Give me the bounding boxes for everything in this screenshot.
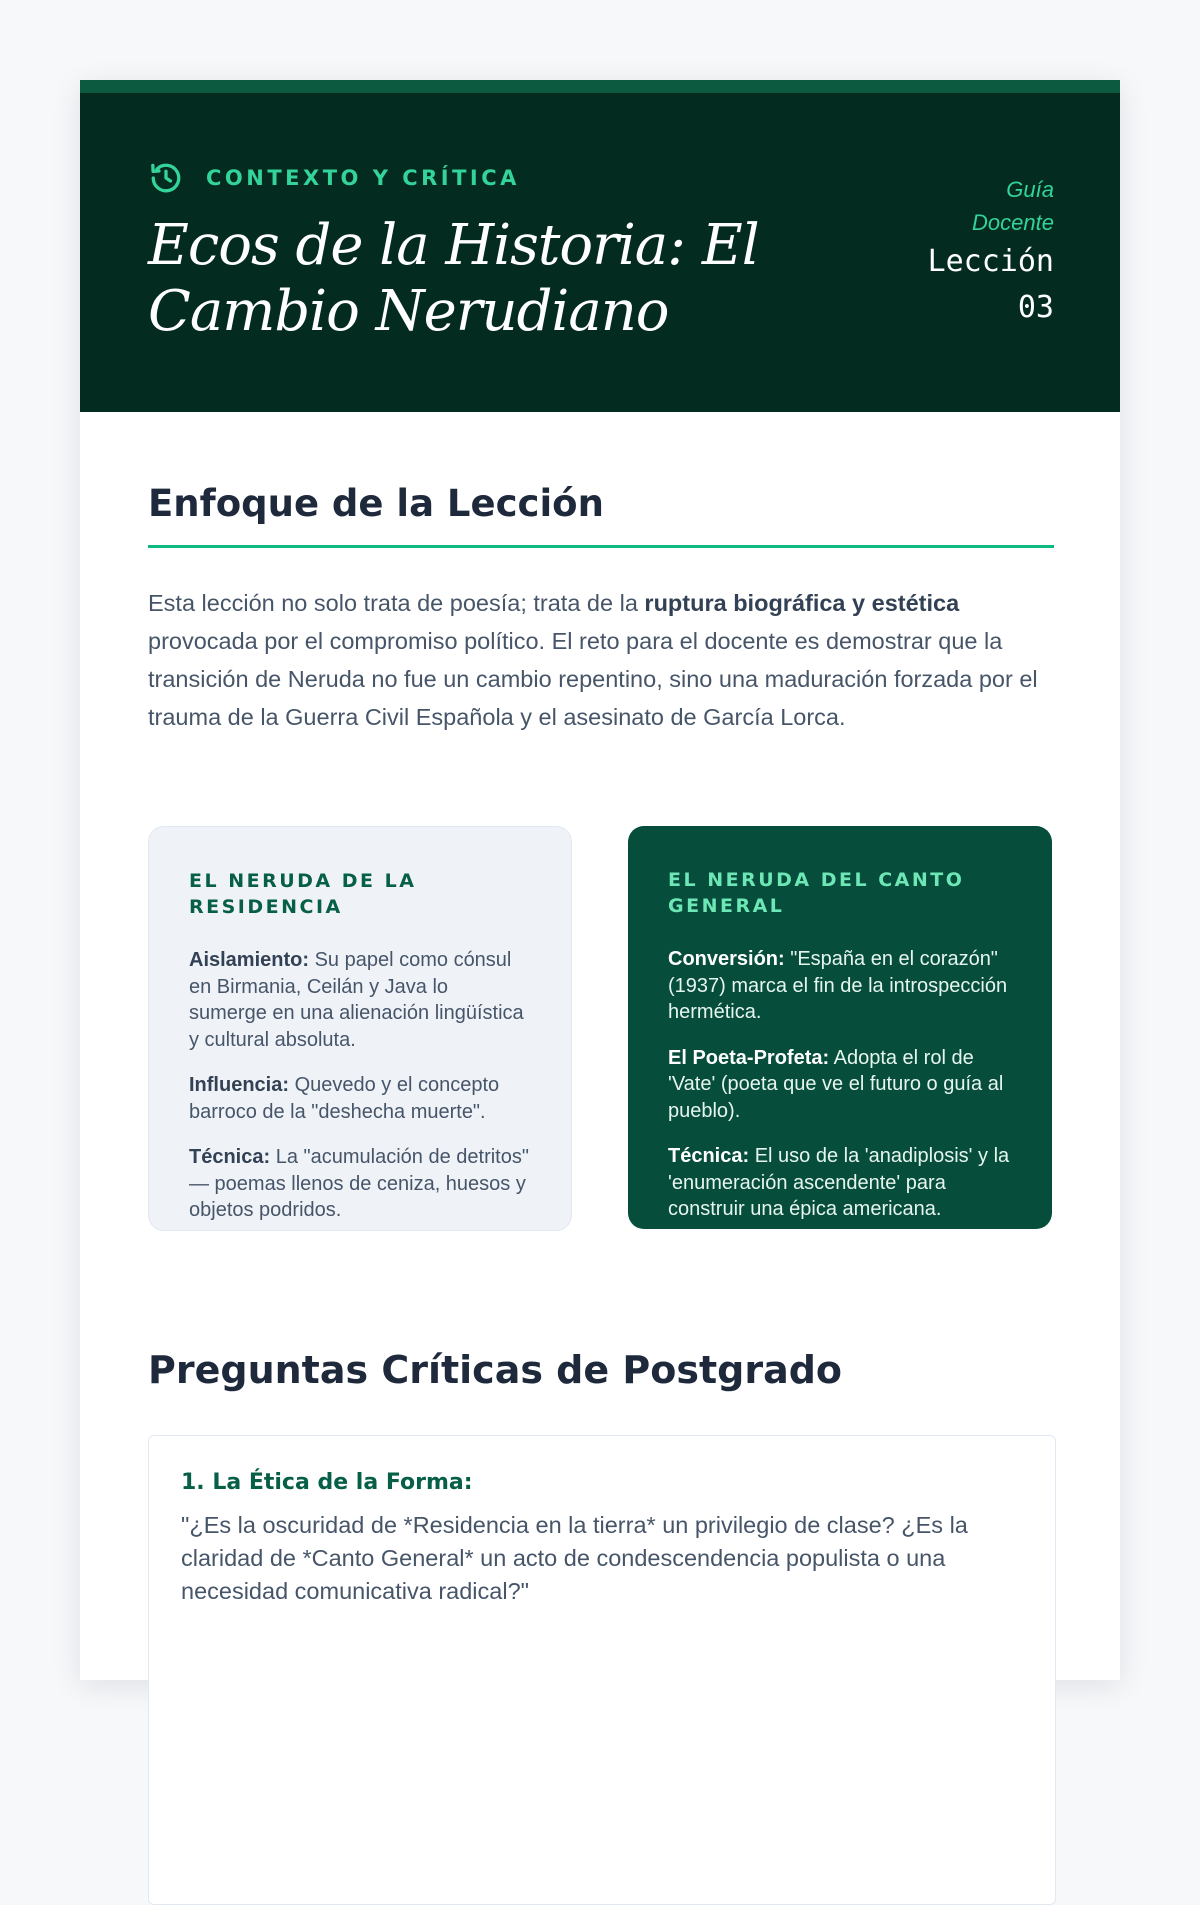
canto-general-panel xyxy=(628,826,1052,1229)
panel-item-text: El uso de la 'anadiplosis' y la 'enumeración ascendente' para construir una épica americana. xyxy=(668,1145,1010,1220)
lesson-number: Lección 03 xyxy=(927,244,1054,325)
panel-title: EL NERUDA DEL CANTO GENERAL xyxy=(668,869,965,917)
panel-item-text: La "acumulación de detritos" — poemas llenos de ceniza, huesos y objetos podridos. xyxy=(189,1146,529,1221)
panel-item-label: Aislamiento: xyxy=(189,949,310,971)
panel-item-label: Conversión: xyxy=(668,948,785,970)
section-divider xyxy=(148,545,1054,548)
question-title: 1. La Ética de la Forma: xyxy=(181,1470,473,1495)
section-heading-focus: Enfoque de la Lección xyxy=(148,482,604,525)
intro-paragraph xyxy=(148,584,1058,736)
panel-item xyxy=(189,1144,531,1224)
question-card xyxy=(148,1435,1056,1905)
question-text: "¿Es la oscuridad de *Residencia en la tierra* un privilegio de clase? ¿Es la claridad de *Canto General* un acto de condescendencia populista o una necesidad comunicativa radical?" xyxy=(181,1512,968,1604)
panel-item-label: Técnica: xyxy=(668,1145,750,1167)
lesson-header xyxy=(80,93,1120,412)
accent-bar xyxy=(80,80,1120,93)
panel-title: EL NERUDA DE LA RESIDENCIA xyxy=(189,870,417,918)
intro-text-start: Esta lección no solo trata de poesía; trata de la xyxy=(148,590,645,616)
guide-label: Guía Docente xyxy=(972,177,1054,235)
panel-item-text: "España en el corazón" (1937) marca el fin de la introspección hermética. xyxy=(668,948,1008,1023)
intro-emphasis: ruptura biográfica y estética xyxy=(644,590,960,616)
panel-item xyxy=(189,1072,531,1125)
page-title: Ecos de la Historia: El Cambio Nerudiano xyxy=(148,213,759,344)
lesson-meta xyxy=(894,173,1054,331)
eyebrow-label: CONTEXTO Y CRÍTICA xyxy=(206,166,520,190)
panel-item-text: Quevedo y el concepto barroco de la "deshecha muerte". xyxy=(189,1074,500,1123)
lesson-card xyxy=(80,80,1120,1680)
panel-item xyxy=(668,946,1012,1026)
eyebrow xyxy=(148,160,520,196)
panel-item-label: Influencia: xyxy=(189,1074,290,1096)
panel-item-label: Técnica: xyxy=(189,1146,271,1168)
panel-item xyxy=(668,1143,1012,1223)
panel-item xyxy=(668,1045,1012,1125)
panel-item-text: Adopta el rol de 'Vate' (poeta que ve el futuro o guía al pueblo). xyxy=(668,1046,1004,1122)
panel-item-label: El Poeta-Profeta: xyxy=(668,1046,830,1069)
section-heading-questions: Preguntas Críticas de Postgrado xyxy=(148,1348,843,1392)
residencia-panel xyxy=(148,826,572,1231)
panel-item-text: Su papel como cónsul en Birmania, Ceilán y Java lo sumerge en una alienación lingüística y cultural absoluta. xyxy=(189,949,524,1051)
panel-item xyxy=(189,947,531,1053)
history-icon xyxy=(148,160,184,196)
intro-text-end: provocada por el compromiso político. El reto para el docente es demostrar que la transición de Neruda no fue un cambio repentino, sino una maduración forzada por el trauma de la Guerra Civil Española y el asesinato de García Lorca. xyxy=(148,628,1038,730)
